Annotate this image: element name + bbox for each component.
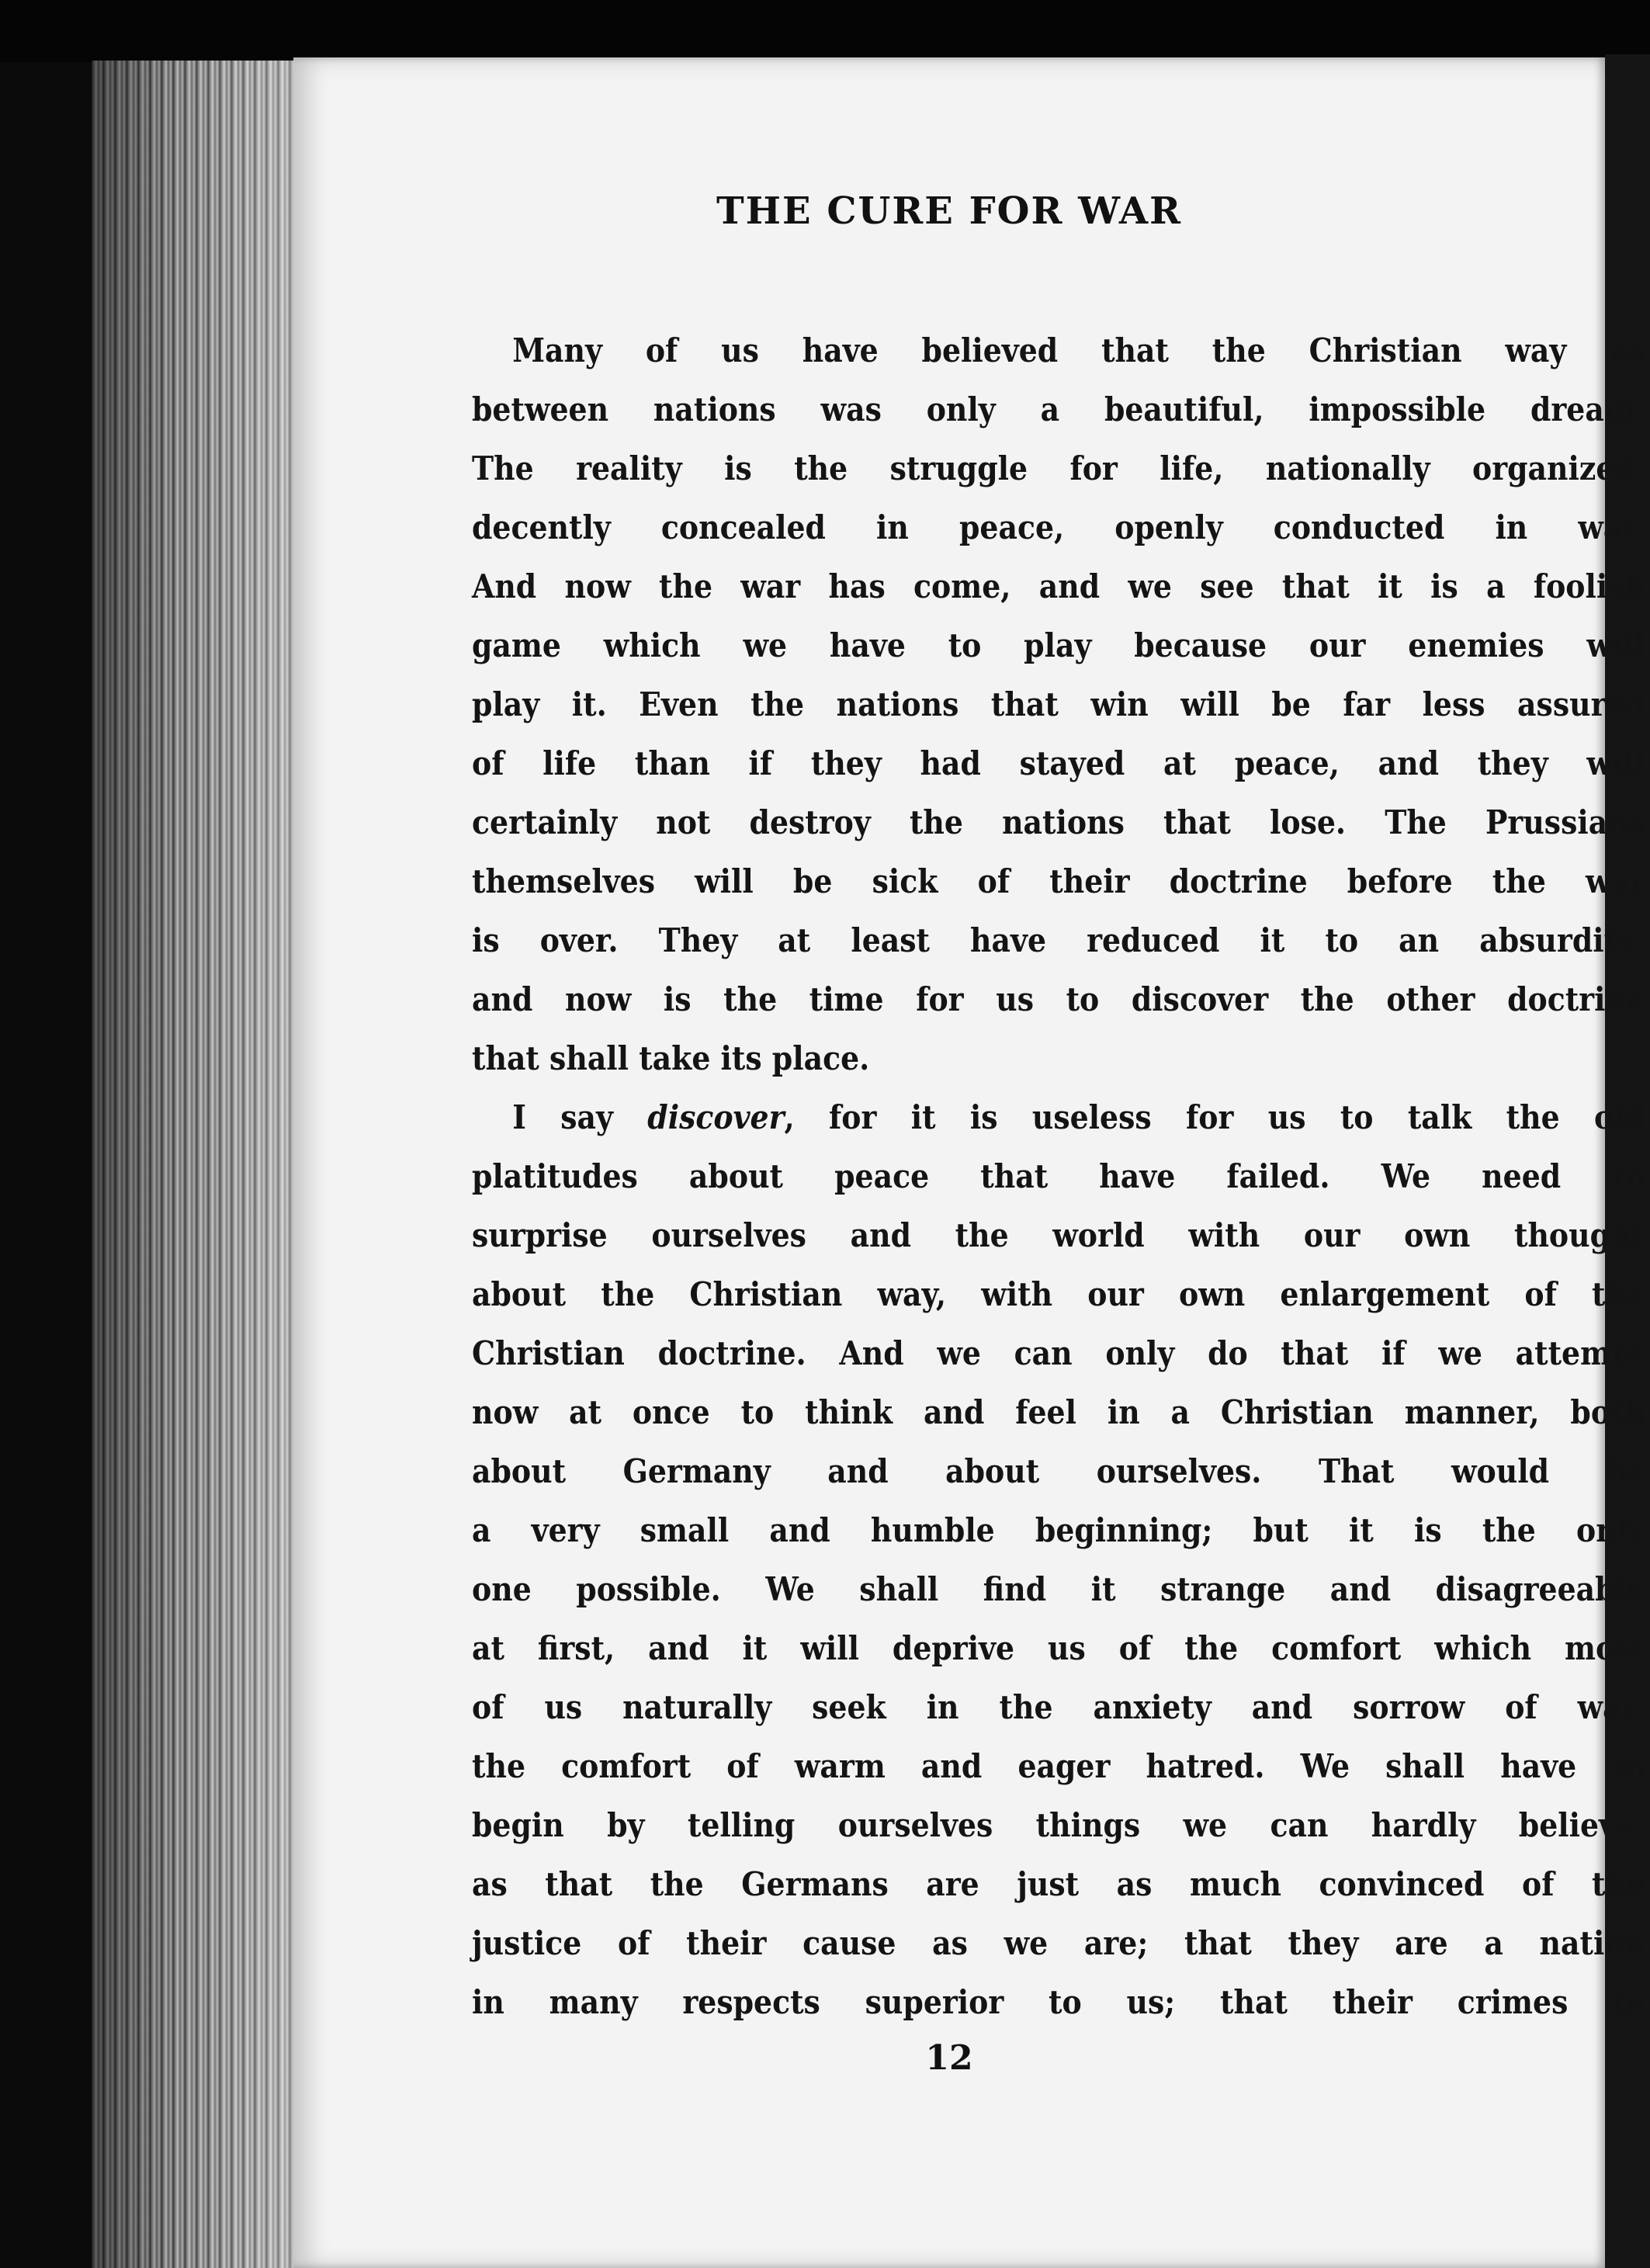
text-line: now at once to think and feel in a Christian manner, both	[472, 1393, 1645, 1431]
book-page	[293, 57, 1646, 2268]
text-line: of us naturally seek in the anxiety and sorrow of war,	[472, 1688, 1645, 1726]
text-line: in many respects superior to us; that their crimes in	[472, 1983, 1645, 2021]
running-head: THE CURE FOR WAR	[716, 189, 1183, 233]
text-line: one possible. We shall find it strange and disagreeable	[472, 1570, 1645, 1608]
body-text	[472, 321, 1645, 2032]
text-line: justice of their cause as we are; that they are a nation	[472, 1924, 1645, 1962]
text-line: I say discover, for it is useless for us to talk the old	[512, 1098, 1645, 1136]
text-line: begin by telling ourselves things we can hardly believe;	[472, 1806, 1645, 1844]
text-line: between nations was only a beautiful, impossible dream.	[472, 390, 1645, 428]
text-line: themselves will be sick of their doctrine before the war	[472, 862, 1645, 900]
text-line: surprise ourselves and the world with our own thought	[472, 1216, 1645, 1254]
text-line: The reality is the struggle for life, nationally organized,	[472, 449, 1645, 487]
text-line: is over. They at least have reduced it to an absurdity;	[472, 921, 1645, 959]
text-line: of life than if they had stayed at peace, and they will	[472, 744, 1645, 782]
text-line: that shall take its place.	[472, 1039, 870, 1077]
text-line: as that the Germans are just as much convinced of the	[472, 1865, 1645, 1903]
paragraph-2	[472, 1088, 1645, 2032]
text-line: and now is the time for us to discover the other doctrine	[472, 980, 1645, 1018]
text-line: And now the war has come, and we see that it is a foolish	[472, 567, 1645, 605]
text-line: Christian doctrine. And we can only do that if we attempt	[472, 1334, 1645, 1372]
text-line: platitudes about peace that have failed. We need to	[472, 1157, 1645, 1195]
text-line: about Germany and about ourselves. That would be	[472, 1452, 1645, 1490]
text-line: play it. Even the nations that win will be far less assured	[472, 685, 1645, 723]
text-line: at first, and it will deprive us of the comfort which most	[472, 1629, 1645, 1667]
text-line: about the Christian way, with our own enlargement of the	[472, 1275, 1645, 1313]
text-line: game which we have to play because our enemies will	[472, 626, 1645, 664]
text-line: a very small and humble beginning; but it is the only	[472, 1511, 1645, 1549]
text-line: the comfort of warm and eager hatred. We shall have to	[472, 1747, 1645, 1785]
text-line: decently concealed in peace, openly conducted in war.	[472, 508, 1645, 546]
scan-border-top	[0, 0, 1650, 62]
paragraph-1	[472, 321, 1645, 1088]
text-line: Many of us have believed that the Christian way as	[512, 331, 1646, 369]
text-line: certainly not destroy the nations that lose. The Prussians	[472, 803, 1645, 841]
book-page-edges	[92, 61, 295, 2268]
page-number: 12	[925, 2038, 973, 2078]
